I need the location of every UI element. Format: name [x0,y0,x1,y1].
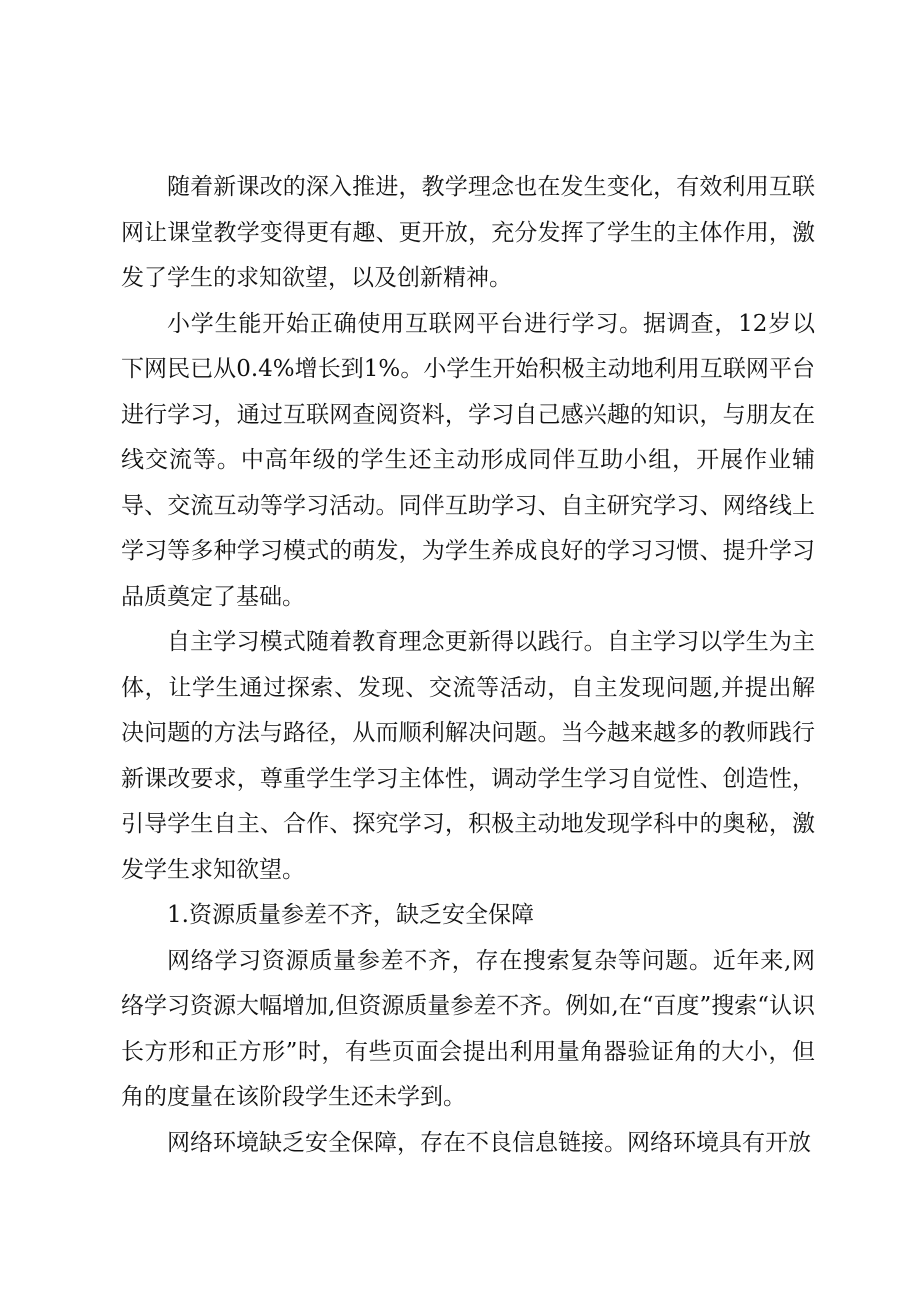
section-heading: 1.资源质量参差不齐，缺乏安全保障 [167,902,534,928]
paragraph-resource-quality: 网络学习资源质量参差不齐，存在搜索复杂等问题。近年来,网络学习资源大幅增加,但资源质量参差不齐。例如,在“百度”搜索“认识长方形和正方形”时，有些页面会提出利用量角器验证角的大小，但角的度量在该阶段学生还未学到。 [121,947,815,1110]
paragraph-network-safety: 网络环境缺乏安全保障，存在不良信息链接。网络环境具有开放 [167,1129,811,1156]
document-body [121,165,815,1166]
paragraph-curriculum-reform: 随着新课改的深入推进，教学理念也在发生变化，有效利用互联网让课堂教学变得更有趣、更开放，充分发挥了学生的主体作用，激发了学生的求知欲望，以及创新精神。 [121,174,815,291]
paragraph-internet-learning: 小学生能开始正确使用互联网平台进行学习。据调查，12岁以下网民已从0.4%增长到1%。小学生开始积极主动地利用互联网平台进行学习，通过互联网查阅资料，学习自己感兴趣的知识，与朋友在线交流等。中高年级的学生还主动形成同伴互助小组，开展作业辅导、交流互动等学习活动。同伴互助学习、自主研究学习、网络线上学习等多种学习模式的萌发，为学生养成良好的学习习惯、提升学习品质奠定了基础。 [121,310,815,610]
paragraph-autonomous-learning: 自主学习模式随着教育理念更新得以践行。自主学习以学生为主体，让学生通过探索、发现、交流等活动，自主发现问题,并提出解决问题的方法与路径，从而顺利解决问题。当今越来越多的教师践行新课改要求，尊重学生学习主体性，调动学生学习自觉性、创造性，引导学生自主、合作、探究学习，积极主动地发现学科中的奥秘，激发学生求知欲望。 [121,629,815,883]
